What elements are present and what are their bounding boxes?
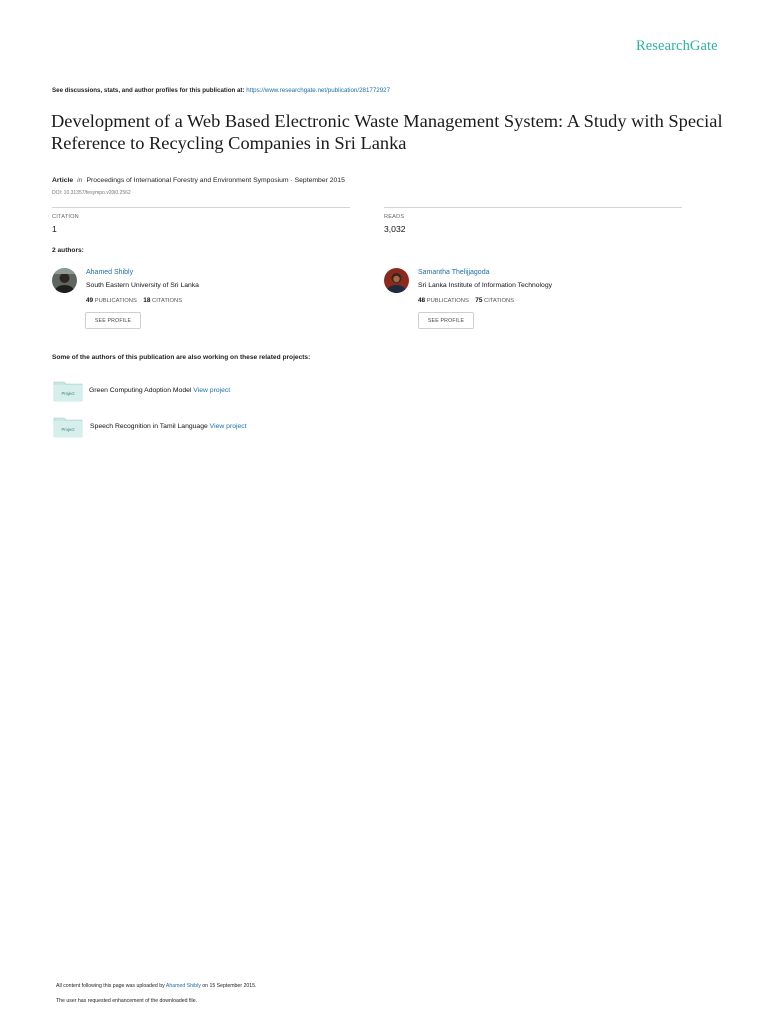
author-stats — [418, 297, 514, 304]
avatar[interactable] — [52, 268, 77, 293]
related-projects-header: Some of the authors of this publication are also working on these related projects: — [52, 354, 311, 361]
article-type: Article — [52, 177, 74, 184]
publications-label: PUBLICATIONS — [426, 298, 469, 304]
publication-url-link[interactable]: https://www.researchgate.net/publication/281772927 — [246, 87, 391, 94]
discussion-line — [52, 87, 390, 94]
author-name-link[interactable]: Samantha Thelijjagoda — [418, 269, 490, 276]
uploader-link[interactable]: Ahamed Shibly — [165, 983, 201, 989]
project-name: Green Computing Adoption Model — [89, 387, 192, 394]
publications-count: 48 — [418, 297, 426, 304]
citation-label: CITATION — [52, 214, 79, 220]
upload-suffix: on 15 September 2015. — [202, 983, 257, 989]
project-folder-icon — [53, 380, 83, 402]
publications-label: PUBLICATIONS — [94, 298, 137, 304]
paper-title: Development of a Web Based Electronic Waste Management System: A Study with Special Reference to Recycling Companies in Sri Lanka — [51, 111, 723, 153]
project-item — [89, 387, 230, 394]
author-institution: Sri Lanka Institute of Information Technology — [418, 282, 553, 289]
authors-header: 2 authors: — [52, 247, 84, 254]
citations-label: CITATIONS — [152, 298, 183, 304]
researchgate-logo[interactable]: ResearchGate — [636, 38, 718, 54]
see-profile-button[interactable]: SEE PROFILE — [418, 312, 474, 329]
author-name-link[interactable]: Ahamed Shibly — [86, 269, 134, 276]
doi: DOI: 10.31357/fesympo.v20i0.2562 — [52, 190, 131, 196]
reads-label: READS — [384, 214, 405, 220]
divider-right — [384, 207, 682, 208]
paper-meta — [52, 177, 345, 184]
divider-left — [52, 207, 350, 208]
publications-count: 49 — [86, 297, 94, 304]
venue: Proceedings of International Forestry and Environment Symposium · September 2015 — [86, 177, 345, 184]
upload-prefix: All content following this page was uploaded by — [56, 983, 165, 989]
in-word: in — [77, 177, 83, 184]
view-project-link[interactable]: View project — [209, 423, 247, 430]
project-item — [90, 423, 247, 430]
citations-count: 18 — [143, 297, 151, 304]
discussion-text: See discussions, stats, and author profiles for this publication at: — [52, 87, 245, 94]
folder-label: Project — [61, 427, 75, 432]
citation-value: 1 — [52, 224, 57, 234]
project-folder-icon — [53, 416, 83, 438]
citations-count: 75 — [475, 297, 483, 304]
enhancement-note: The user has requested enhancement of the downloaded file. — [56, 998, 198, 1004]
upload-note — [56, 983, 256, 989]
reads-value: 3,032 — [384, 224, 406, 234]
author-stats — [86, 297, 182, 304]
see-profile-button[interactable]: SEE PROFILE — [85, 312, 141, 329]
view-project-link[interactable]: View project — [193, 387, 231, 394]
project-name: Speech Recognition in Tamil Language — [90, 423, 208, 430]
author-institution: South Eastern University of Sri Lanka — [86, 282, 199, 289]
citations-label: CITATIONS — [484, 298, 515, 304]
avatar[interactable] — [384, 268, 409, 293]
folder-label: Project — [61, 391, 75, 396]
